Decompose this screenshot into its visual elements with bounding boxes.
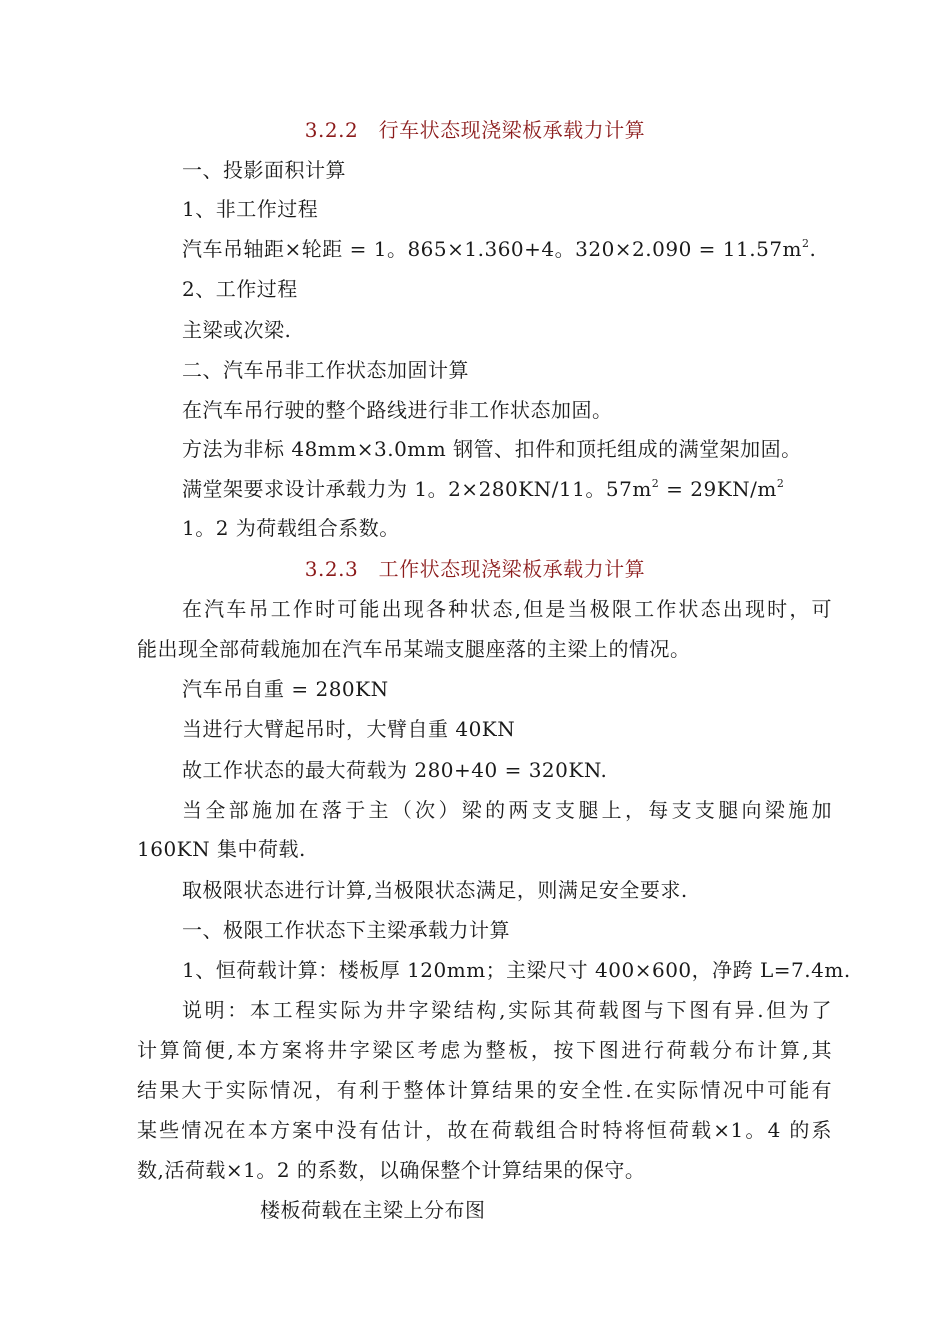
figure-caption: 楼板荷载在主梁上分布图	[260, 1198, 486, 1222]
subsection-title-reinforcement: 二、汽车吊非工作状态加固计算	[182, 358, 469, 382]
paragraph-line: 160KN 集中荷载.	[137, 837, 306, 861]
section-heading-3-2-3: 3.2.3 工作状态现浇梁板承载力计算	[304, 557, 646, 581]
paragraph-line: 能出现全部荷载施加在汽车吊某端支腿座落的主梁上的情况。	[137, 637, 691, 661]
note-line: 数,活荷载×1。2 的系数，以确保整个计算结果的保守。	[137, 1158, 646, 1182]
note-line: 结果大于实际情况，有利于整体计算结果的安全性.在实际情况中可能有	[137, 1078, 832, 1102]
item-working-process-text: 主梁或次梁.	[182, 318, 292, 342]
paragraph-line: 在汽车吊工作时可能出现各种状态,但是当极限工作状态出现时，可	[182, 597, 832, 621]
paragraph-line: 方法为非标 48mm×3.0mm 钢管、扣件和顶托组成的满堂架加固。	[182, 437, 802, 461]
paragraph-line: 在汽车吊行驶的整个路线进行非工作状态加固。	[182, 398, 613, 422]
formula-area	[0, 236, 950, 262]
subsection-title-projection-area: 一、投影面积计算	[182, 158, 346, 182]
item-non-working-process: 1、非工作过程	[182, 197, 319, 221]
paragraph-line: 取极限状态进行计算,当极限状态满足，则满足安全要求.	[182, 878, 688, 902]
formula-capacity	[0, 476, 950, 502]
formula-capacity-result: = 29KN/m	[659, 477, 777, 501]
paragraph-line: 1。2 为荷载组合系数。	[182, 516, 400, 540]
paragraph-line: 汽车吊自重 = 280KN	[182, 677, 389, 701]
paragraph-line: 当全部施加在落于主（次）梁的两支支腿上，每支支腿向梁施加	[182, 798, 832, 822]
note-line: 说明：本工程实际为井字梁结构,实际其荷载图与下图有异.但为了	[182, 998, 832, 1022]
formula-capacity-text: 满堂架要求设计承载力为 1。2×280KN/11。57m	[182, 477, 652, 501]
formula-capacity-superscript: 2	[651, 477, 660, 490]
subsection-title-main-beam: 一、极限工作状态下主梁承载力计算	[182, 918, 510, 942]
formula-area-text: 汽车吊轴距×轮距 = 1。865×1.360+4。320×2.090 = 11.57m	[182, 237, 803, 261]
paragraph-line: 1、恒荷载计算：楼板厚 120mm；主梁尺寸 400×600，净跨 L=7.4m.	[182, 958, 851, 982]
item-working-process: 2、工作过程	[182, 277, 298, 301]
note-line: 计算简便,本方案将井字梁区考虑为整板，按下图进行荷载分布计算,其	[137, 1038, 832, 1062]
paragraph-line: 当进行大臂起吊时，大臂自重 40KN	[182, 717, 516, 741]
formula-capacity-result-superscript: 2	[776, 477, 785, 490]
note-line: 某些情况在本方案中没有估计，故在荷载组合时特将恒荷载×1。4 的系	[137, 1118, 832, 1142]
paragraph-line: 故工作状态的最大荷载为 280+40 = 320KN.	[182, 758, 608, 782]
section-heading-3-2-2: 3.2.2 行车状态现浇梁板承载力计算	[304, 118, 646, 142]
formula-area-suffix: .	[809, 237, 817, 261]
formula-area-superscript: 2	[802, 237, 810, 250]
